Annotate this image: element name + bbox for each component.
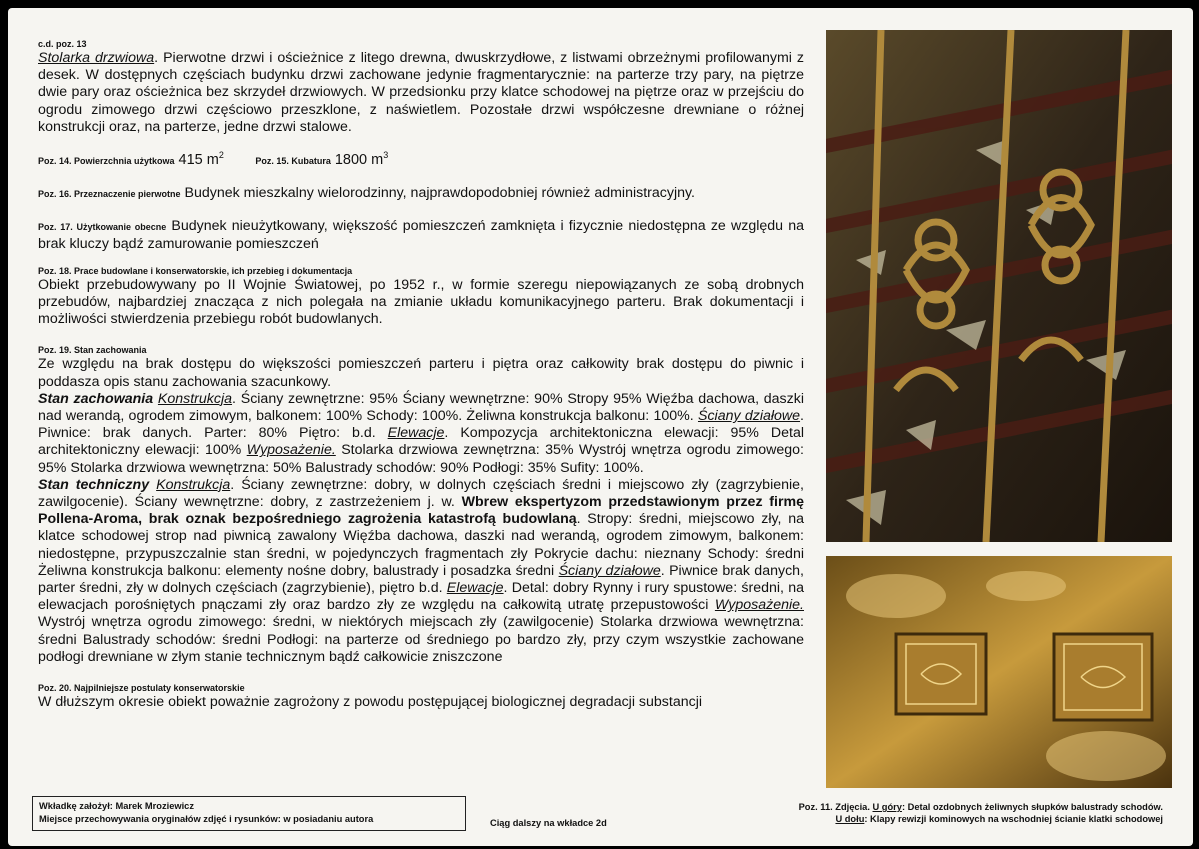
caption-bottom: U dołu: Klapy rewizji kominowych na wschodniej ścianie klatki schodowej	[835, 814, 1163, 824]
section-17: Poz. 17. Użytkowanie obecne Budynek nieużytkowany, większość pomieszczeń zamknięta i fizycznie niedostępna ze względu na brak kluczy bądź zamurowanie pomieszczeń	[38, 218, 804, 252]
section-19-intro: Ze względu na brak dostępu do większości pomieszczeń parteru i piętra oraz całkowity brak dostępu do piwnic i poddasza opis stanu zachowania szacunkowy.	[38, 356, 804, 390]
photo-caption	[693, 801, 1163, 825]
section-16: Poz. 16. Przeznaczenie pierwotne Budynek mieszkalny wielorodzinny, najprawdopodobniej również administracyjny.	[38, 185, 695, 202]
section-13: Stolarka drzwiowa. Pierwotne drzwi i ościeżnice z litego drewna, dwuskrzydłowe, z listwami obrzeżnymi profilowanymi z desek. W dostępnych częściach budynku drzwi zachowane jedynie fragmentarycznie: na parterze trzy pary, na piętrze dwie pary oraz ościeżnica bez skrzydeł drzwiowych. W przedsionku przy klatce schodowej na piętrze oraz w przejściu do ogrodu zimowego drzwi częściowo przeszklone, z naświetlem. Pozostałe drzwi współczesne drewniane o różnej konstrukcji oraz, na parterze, jedne drzwi stalowe.	[38, 50, 805, 135]
section-19-label: Poz. 19. Stan zachowania	[38, 345, 147, 356]
caption-top: Poz. 11. Zdjęcia. U góry: Detal ozdobnych żeliwnych słupków balustrady schodów.	[798, 802, 1163, 812]
section-20-label: Poz. 20. Najpilniejsze postulaty konserwatorskie	[38, 683, 245, 694]
document-sheet	[8, 8, 1193, 846]
chimney-hatches-photo	[826, 556, 1172, 788]
section-18-label: Poz. 18. Prace budowlane i konserwatorskie, ich przebieg i dokumentacja	[38, 265, 353, 276]
area-value: 415 $m^2$	[178, 150, 224, 169]
volume-value: 1800 $m^3$	[334, 150, 389, 169]
section-18-text: Obiekt przebudowywany po II Wojnie Światowej, po 1952 r., w formie szeregu niepowiązanych ze sobą drobnych przebudów, najbardziej znacząca z nich polegała na zmianie układu komunikacyjnego parteru. Brak dokumentacji i możliwości stwierdzenia przebiegu robót budowlanych.	[38, 276, 804, 328]
stan-techniczny: Stan techniczny Konstrukcja. Ściany zewnętrzne: dobry, w dolnych częściach średni i miejscowo zły (zagrzybienie, zawilgocenie). Ściany wewnętrzne: dobry, z zastrzeżeniem j. w. Wbrew ekspertyzom przedstawionym przez firmę Pollena-Aroma, brak oznak bezpośredniego zagrożenia katastrofą budowlaną. Stropy: średni, miejscowo zły, na klatce schodowej strop nad piwnicą zawalony Więźba dachowa, daszki nad werandą, ogrodem zimowym, balkonem: niedostępne, przypuszczalnie stan średni, w pojedynczych fragmentach zły Pokrycie dachu: nieznany Schody: średni Żeliwna konstrukcja balkonu: elementy nośne dobry, balustrady i posadzka średni Ściany działowe. Piwnice brak danych, parter średni, zły w dolnych częściach (zagrzybienie), piętro b.d. Elewacje. Detal: dobry Rynny i rury spustowe: średni, na elewacjach porośniętych pnączami zły oraz bardzo zły ze względu na całkowitą utratę przepustowości Wyposażenie. Wystrój wnętrza ogrodu zimowego: średni, w niektórych miejscach zły (zawilgocenie) Stolarka drzwiowa wewnętrzna: średni Balustrady schodów: średni Podłogi: na parterze od średniego po bardzo zły, przy czym wszystkie zachowane podłogi drewniane w złym stanie technicznym bądź całkowicie zniszczone	[38, 476, 804, 665]
text-column	[38, 38, 804, 711]
continuation-label: c.d. poz. 13	[38, 39, 87, 49]
stan-zachowania: Stan zachowania Konstrukcja. Ściany zewnętrzne: 95% Ściany wewnętrzne: 90% Stropy 95% Więźba dachowa, daszki nad werandą, ogrodem zimowym, balkonem: 100% Schody: 100%. Żeliwna konstrukcja balkonu: 100%. Ściany działowe. Piwnice: brak danych. Parter: 80% Piętro: b.d. Elewacje. Kompozycja architektoniczna elewacji: 95% Detal architektoniczny elewacji: 100% Wyposażenie. Stolarka drzwiowa zewnętrzna: 35% Wystrój wnętrza ogrodu zimowego: 95% Stolarka drzwiowa wewnętrzna: 50% Balustrady schodów: 90% Podłogi: 35% Sufity: 100%.	[38, 390, 804, 476]
author-line: Wkładkę założył: Marek Mroziewicz	[39, 801, 194, 811]
author-info-box	[32, 796, 466, 831]
cast-iron-baluster-photo	[826, 30, 1172, 542]
storage-line: Miejsce przechowywania oryginałów zdjęć i rysunków: w posiadaniu autora	[39, 814, 374, 824]
continued-note: Ciąg dalszy na wkładce 2d	[490, 818, 607, 828]
section-20-text: W dłuższym okresie obiekt poważnie zagrożony z powodu postępującej biologicznej degradacji substancji	[38, 694, 703, 711]
section-14-15: Poz. 14. Powierzchnia użytkowa 415 $m^2$ Poz. 15. Kubatura 1800 $m^3$	[38, 150, 389, 169]
